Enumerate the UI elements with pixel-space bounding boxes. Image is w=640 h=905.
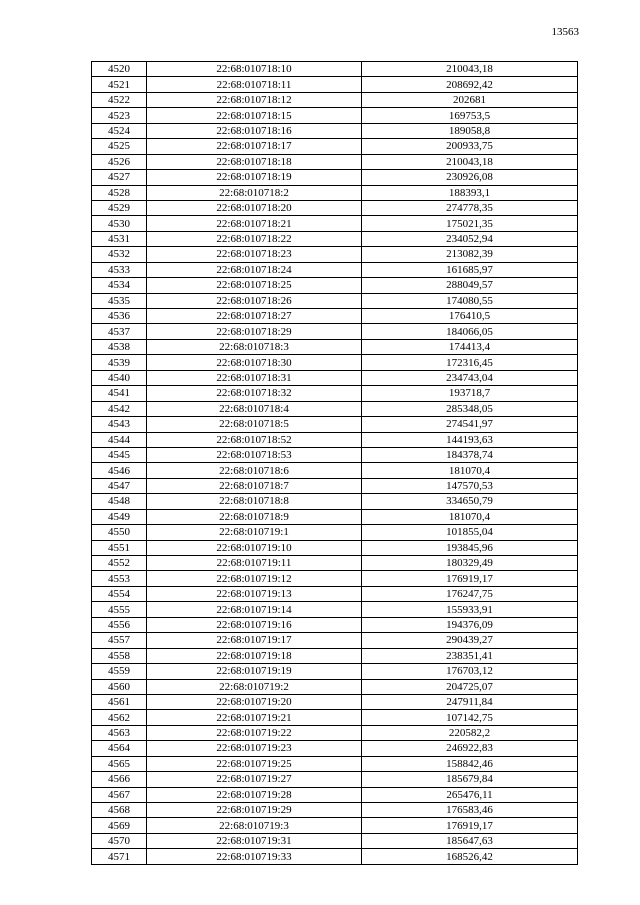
row-number-cell: 4552 [92,556,147,571]
cadastral-number-cell: 22:68:010718:27 [147,309,362,324]
table-row [92,92,578,107]
cadastral-number-cell: 22:68:010719:19 [147,664,362,679]
table-row [92,494,578,509]
cadastral-number-cell: 22:68:010719:25 [147,756,362,771]
cadastral-number-cell: 22:68:010718:10 [147,62,362,77]
row-number-cell: 4546 [92,463,147,478]
cadastral-value-cell: 200933,75 [362,139,578,154]
table-row [92,478,578,493]
row-number-cell: 4566 [92,772,147,787]
cadastral-number-cell: 22:68:010718:16 [147,123,362,138]
cadastral-value-cell: 188393,1 [362,185,578,200]
cadastral-value-cell: 185647,63 [362,833,578,848]
row-number-cell: 4538 [92,339,147,354]
cadastral-number-cell: 22:68:010718:22 [147,231,362,246]
cadastral-value-cell: 274541,97 [362,417,578,432]
row-number-cell: 4564 [92,741,147,756]
row-number-cell: 4536 [92,309,147,324]
table-row [92,231,578,246]
cadastral-number-cell: 22:68:010718:26 [147,293,362,308]
table-row [92,540,578,555]
cadastral-value-cell: 175021,35 [362,216,578,231]
cadastral-number-cell: 22:68:010718:25 [147,278,362,293]
row-number-cell: 4559 [92,664,147,679]
table-row [92,633,578,648]
row-number-cell: 4543 [92,417,147,432]
table-row [92,262,578,277]
row-number-cell: 4557 [92,633,147,648]
row-number-cell: 4563 [92,725,147,740]
cadastral-value-cell: 234743,04 [362,370,578,385]
cadastral-number-cell: 22:68:010718:6 [147,463,362,478]
table-row [92,833,578,848]
table-row [92,370,578,385]
row-number-cell: 4553 [92,571,147,586]
cadastral-value-cell: 202681 [362,92,578,107]
cadastral-number-cell: 22:68:010719:11 [147,556,362,571]
cadastral-number-cell: 22:68:010718:15 [147,108,362,123]
cadastral-value-cell: 184066,05 [362,324,578,339]
table-row [92,648,578,663]
cadastral-value-cell: 181070,4 [362,463,578,478]
cadastral-value-cell: 161685,97 [362,262,578,277]
cadastral-number-cell: 22:68:010718:53 [147,447,362,462]
table-row [92,309,578,324]
cadastral-value-cell: 288049,57 [362,278,578,293]
cadastral-number-cell: 22:68:010718:3 [147,339,362,354]
table-row [92,401,578,416]
cadastral-number-cell: 22:68:010718:21 [147,216,362,231]
table-row [92,772,578,787]
cadastral-value-cell: 144193,63 [362,432,578,447]
cadastral-number-cell: 22:68:010719:10 [147,540,362,555]
table-row [92,679,578,694]
cadastral-number-cell: 22:68:010719:12 [147,571,362,586]
row-number-cell: 4522 [92,92,147,107]
row-number-cell: 4550 [92,525,147,540]
table-row [92,108,578,123]
table-row [92,139,578,154]
table-row [92,123,578,138]
table-row [92,77,578,92]
cadastral-value-cell: 176703,12 [362,664,578,679]
table-row [92,694,578,709]
table-body [92,62,578,865]
cadastral-number-cell: 22:68:010718:5 [147,417,362,432]
table-row [92,62,578,77]
row-number-cell: 4549 [92,509,147,524]
table-row [92,617,578,632]
row-number-cell: 4551 [92,540,147,555]
row-number-cell: 4532 [92,247,147,262]
cadastral-number-cell: 22:68:010718:30 [147,355,362,370]
cadastral-number-cell: 22:68:010718:19 [147,170,362,185]
cadastral-number-cell: 22:68:010719:22 [147,725,362,740]
row-number-cell: 4554 [92,586,147,601]
cadastral-value-cell: 155933,91 [362,602,578,617]
cadastral-value-cell: 147570,53 [362,478,578,493]
cadastral-value-cell: 176410,5 [362,309,578,324]
table-row [92,154,578,169]
cadastral-number-cell: 22:68:010718:31 [147,370,362,385]
cadastral-number-cell: 22:68:010719:16 [147,617,362,632]
cadastral-value-cell: 181070,4 [362,509,578,524]
cadastral-number-cell: 22:68:010719:27 [147,772,362,787]
row-number-cell: 4570 [92,833,147,848]
table-row [92,602,578,617]
cadastral-value-cell: 285348,05 [362,401,578,416]
row-number-cell: 4560 [92,679,147,694]
row-number-cell: 4541 [92,386,147,401]
cadastral-value-cell: 265476,11 [362,787,578,802]
table-row [92,725,578,740]
row-number-cell: 4547 [92,478,147,493]
cadastral-number-cell: 22:68:010719:29 [147,803,362,818]
cadastral-value-cell: 220582,2 [362,725,578,740]
cadastral-number-cell: 22:68:010718:18 [147,154,362,169]
cadastral-number-cell: 22:68:010718:29 [147,324,362,339]
cadastral-value-cell: 174413,4 [362,339,578,354]
cadastral-value-cell: 172316,45 [362,355,578,370]
cadastral-number-cell: 22:68:010718:12 [147,92,362,107]
table-row [92,293,578,308]
table-row [92,741,578,756]
table-row [92,386,578,401]
table-row [92,710,578,725]
row-number-cell: 4529 [92,200,147,215]
cadastral-value-cell: 274778,35 [362,200,578,215]
table-row [92,355,578,370]
row-number-cell: 4535 [92,293,147,308]
cadastral-value-cell: 234052,94 [362,231,578,246]
row-number-cell: 4530 [92,216,147,231]
cadastral-value-cell: 238351,41 [362,648,578,663]
cadastral-number-cell: 22:68:010719:13 [147,586,362,601]
row-number-cell: 4567 [92,787,147,802]
table-row [92,787,578,802]
table-row [92,324,578,339]
cadastral-number-cell: 22:68:010719:14 [147,602,362,617]
cadastral-number-cell: 22:68:010719:20 [147,694,362,709]
table-row [92,849,578,864]
cadastral-value-cell: 246922,83 [362,741,578,756]
cadastral-value-cell: 194376,09 [362,617,578,632]
cadastral-number-cell: 22:68:010719:23 [147,741,362,756]
table-row [92,818,578,833]
cadastral-value-cell: 176919,17 [362,571,578,586]
cadastral-value-cell: 174080,55 [362,293,578,308]
cadastral-value-cell: 168526,42 [362,849,578,864]
row-number-cell: 4537 [92,324,147,339]
table-row [92,664,578,679]
cadastral-number-cell: 22:68:010719:1 [147,525,362,540]
row-number-cell: 4561 [92,694,147,709]
table-row [92,200,578,215]
row-number-cell: 4542 [92,401,147,416]
cadastral-value-cell: 193845,96 [362,540,578,555]
table-row [92,756,578,771]
row-number-cell: 4555 [92,602,147,617]
table-row [92,556,578,571]
cadastral-number-cell: 22:68:010719:21 [147,710,362,725]
cadastral-number-cell: 22:68:010719:2 [147,679,362,694]
cadastral-number-cell: 22:68:010719:33 [147,849,362,864]
table-row [92,586,578,601]
cadastral-value-cell: 101855,04 [362,525,578,540]
cadastral-value-cell: 230926,08 [362,170,578,185]
table-row [92,803,578,818]
cadastral-number-cell: 22:68:010719:31 [147,833,362,848]
row-number-cell: 4571 [92,849,147,864]
row-number-cell: 4528 [92,185,147,200]
cadastral-number-cell: 22:68:010719:28 [147,787,362,802]
cadastral-number-cell: 22:68:010718:24 [147,262,362,277]
cadastral-value-cell: 204725,07 [362,679,578,694]
cadastral-value-cell: 176583,46 [362,803,578,818]
row-number-cell: 4569 [92,818,147,833]
cadastral-value-cell: 176247,75 [362,586,578,601]
row-number-cell: 4545 [92,447,147,462]
table-row [92,417,578,432]
cadastral-number-cell: 22:68:010719:17 [147,633,362,648]
cadastral-value-cell: 189058,8 [362,123,578,138]
table-row [92,339,578,354]
cadastral-value-cell: 193718,7 [362,386,578,401]
cadastral-value-cell: 169753,5 [362,108,578,123]
table-row [92,247,578,262]
row-number-cell: 4526 [92,154,147,169]
cadastral-number-cell: 22:68:010718:52 [147,432,362,447]
row-number-cell: 4548 [92,494,147,509]
row-number-cell: 4565 [92,756,147,771]
table-row [92,463,578,478]
cadastral-number-cell: 22:68:010719:3 [147,818,362,833]
table-row [92,170,578,185]
row-number-cell: 4558 [92,648,147,663]
cadastral-value-table [91,61,578,865]
row-number-cell: 4520 [92,62,147,77]
row-number-cell: 4524 [92,123,147,138]
table-row [92,185,578,200]
cadastral-value-cell: 158842,46 [362,756,578,771]
cadastral-number-cell: 22:68:010718:2 [147,185,362,200]
row-number-cell: 4531 [92,231,147,246]
cadastral-number-cell: 22:68:010719:18 [147,648,362,663]
row-number-cell: 4534 [92,278,147,293]
cadastral-value-cell: 290439,27 [362,633,578,648]
cadastral-number-cell: 22:68:010718:11 [147,77,362,92]
row-number-cell: 4533 [92,262,147,277]
cadastral-number-cell: 22:68:010718:20 [147,200,362,215]
cadastral-number-cell: 22:68:010718:8 [147,494,362,509]
table-row [92,216,578,231]
row-number-cell: 4523 [92,108,147,123]
cadastral-number-cell: 22:68:010718:32 [147,386,362,401]
row-number-cell: 4525 [92,139,147,154]
row-number-cell: 4544 [92,432,147,447]
cadastral-value-cell: 180329,49 [362,556,578,571]
table-row [92,432,578,447]
cadastral-number-cell: 22:68:010718:4 [147,401,362,416]
cadastral-number-cell: 22:68:010718:7 [147,478,362,493]
cadastral-number-cell: 22:68:010718:9 [147,509,362,524]
table-row [92,278,578,293]
table-row [92,571,578,586]
cadastral-value-cell: 213082,39 [362,247,578,262]
cadastral-value-cell: 176919,17 [362,818,578,833]
cadastral-value-cell: 334650,79 [362,494,578,509]
table-row [92,525,578,540]
table-row [92,447,578,462]
cadastral-value-cell: 247911,84 [362,694,578,709]
page-number: 13563 [551,26,579,38]
cadastral-number-cell: 22:68:010718:23 [147,247,362,262]
cadastral-value-cell: 184378,74 [362,447,578,462]
row-number-cell: 4527 [92,170,147,185]
table-row [92,509,578,524]
cadastral-value-cell: 210043,18 [362,62,578,77]
row-number-cell: 4568 [92,803,147,818]
cadastral-value-cell: 185679,84 [362,772,578,787]
cadastral-value-cell: 107142,75 [362,710,578,725]
cadastral-value-cell: 210043,18 [362,154,578,169]
row-number-cell: 4562 [92,710,147,725]
cadastral-number-cell: 22:68:010718:17 [147,139,362,154]
row-number-cell: 4540 [92,370,147,385]
cadastral-value-cell: 208692,42 [362,77,578,92]
row-number-cell: 4521 [92,77,147,92]
row-number-cell: 4539 [92,355,147,370]
row-number-cell: 4556 [92,617,147,632]
